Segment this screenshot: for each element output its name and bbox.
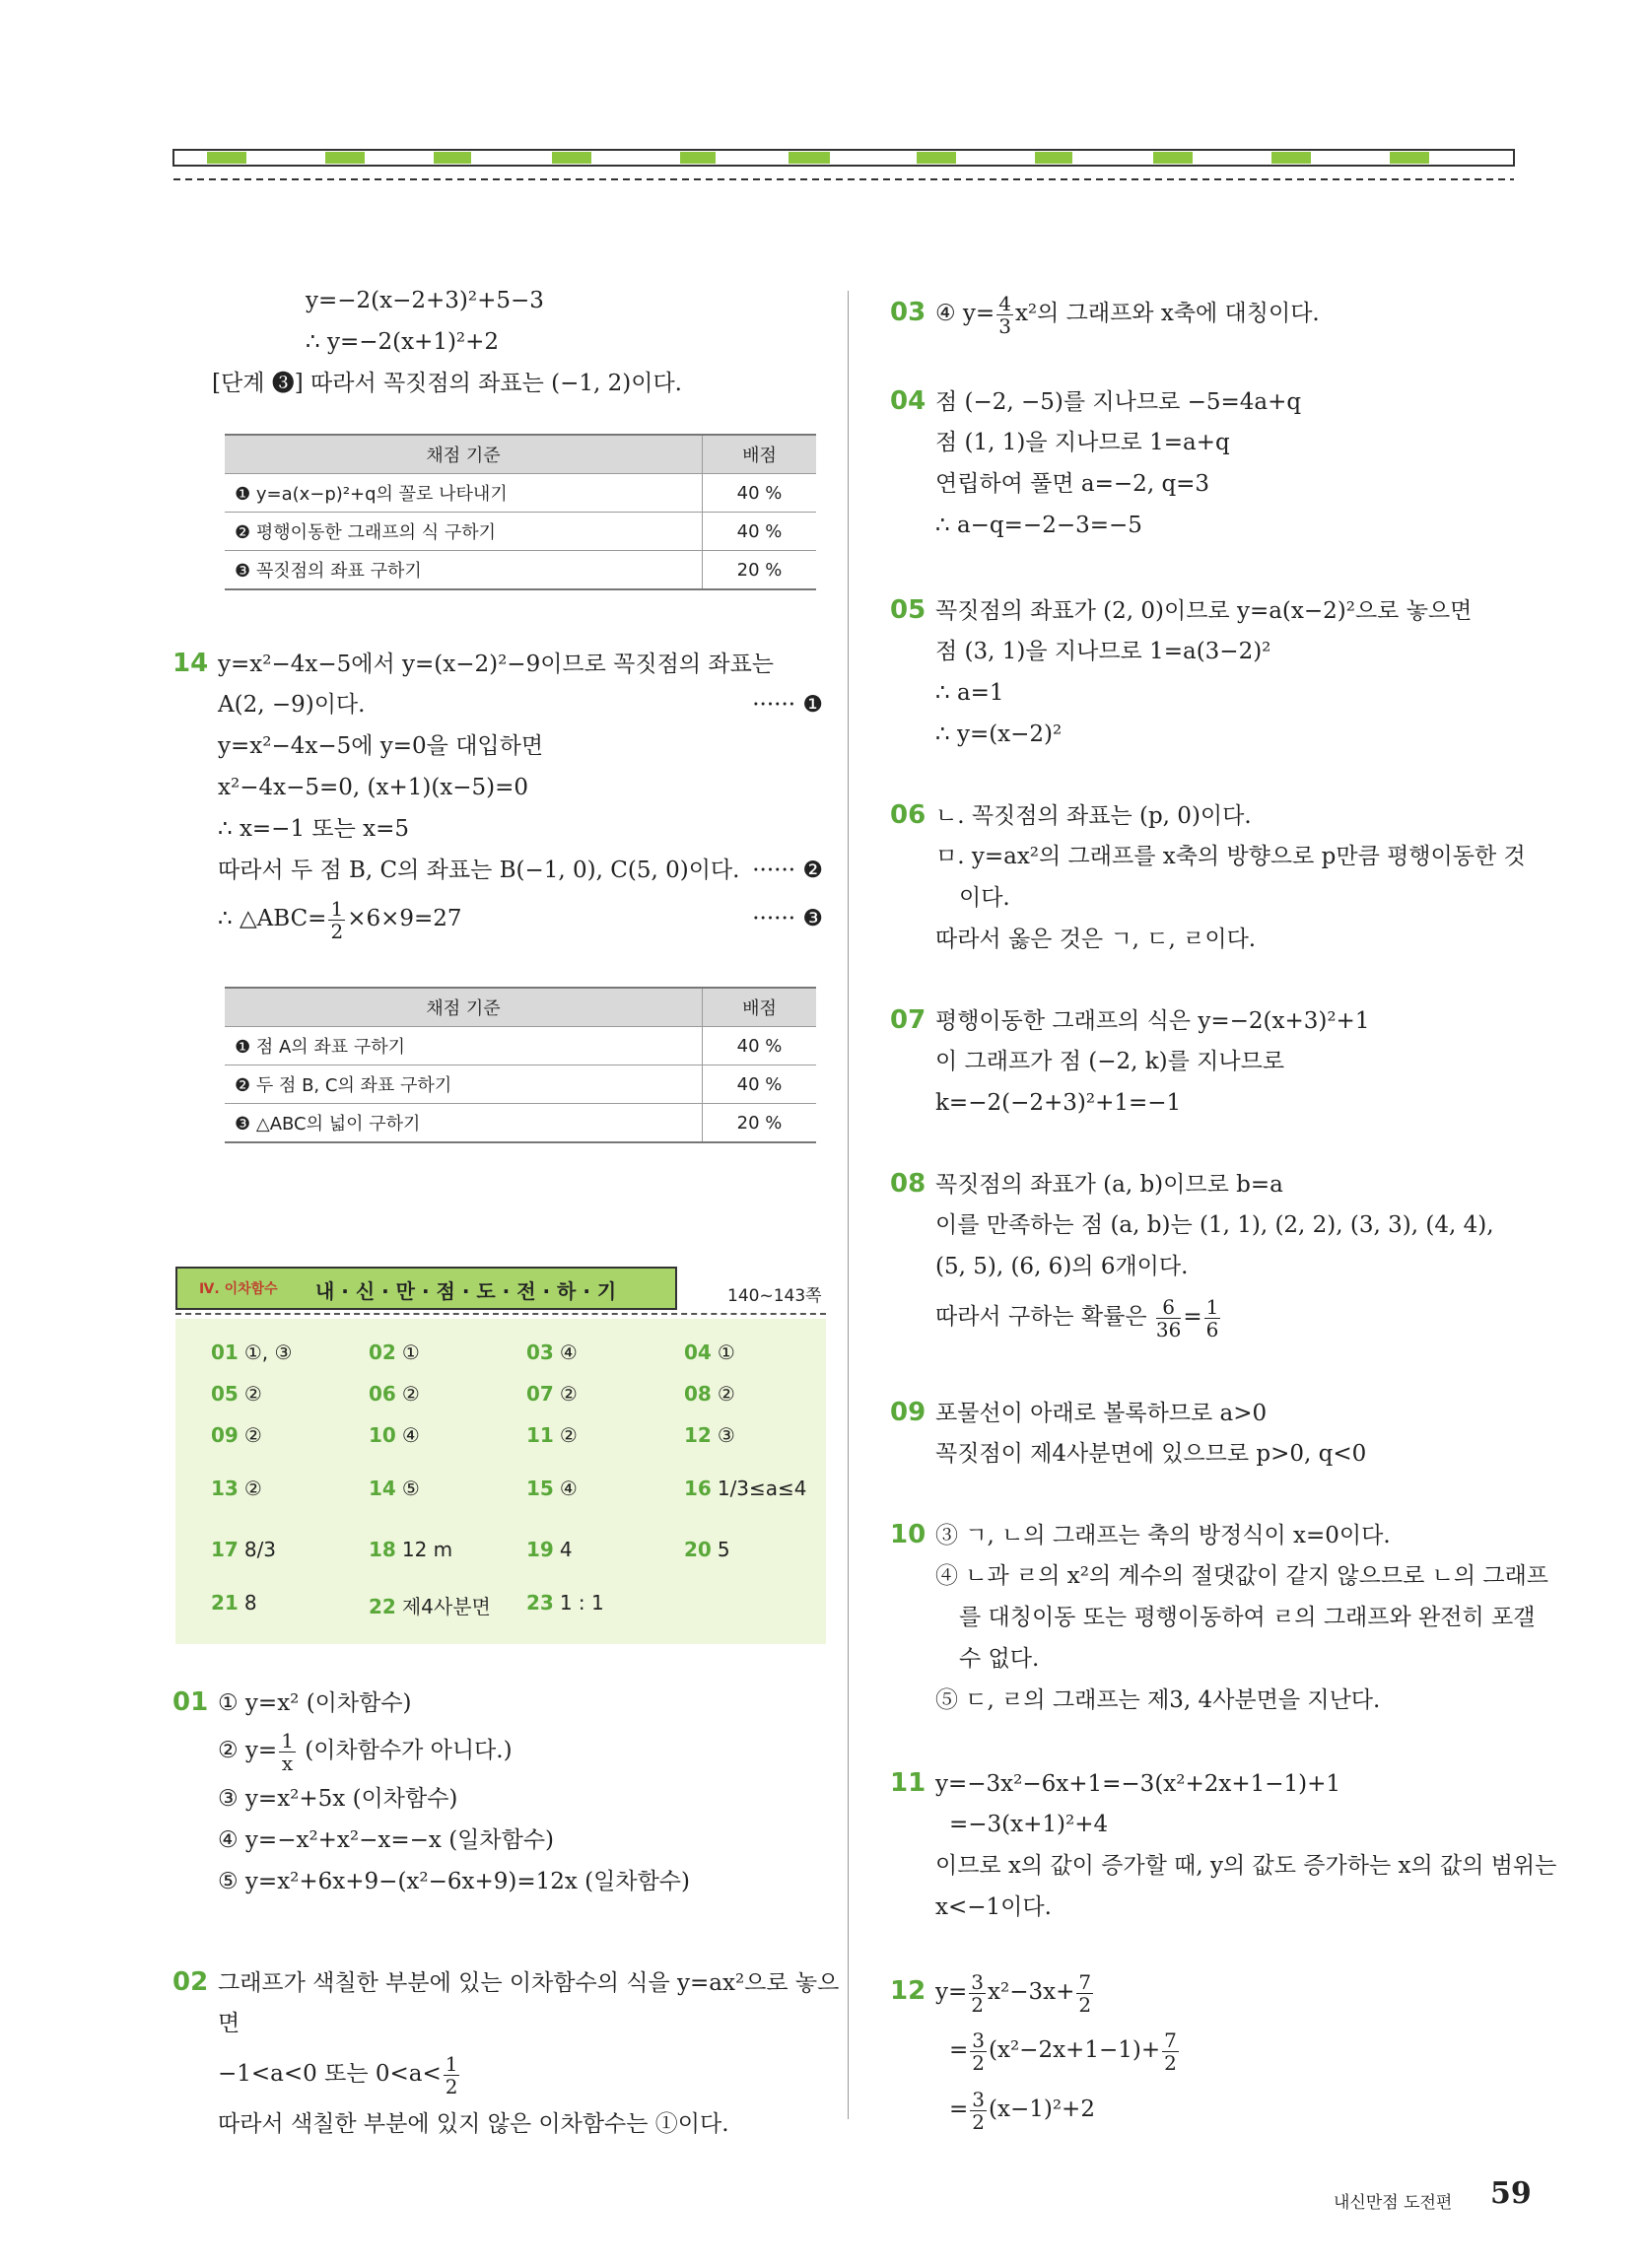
- fraction: $\frac{3}{2}$: [972, 2027, 986, 2075]
- fraction: $\frac{3}{2}$: [972, 2087, 986, 2134]
- solution-04: 04 점 (−2, −5)를 지나므로 −5=4a+q 점 (1, 1)을 지나므로 1=a+q 연립하여 풀면 a=−2, q=3 ∴ a−q=−2−3=−5: [890, 380, 1541, 546]
- problem-number: 01: [172, 1687, 209, 1717]
- banner-underline: [175, 1313, 826, 1315]
- solution-14: 14 y=x²−4x−5에서 y=(x−2)²−9이므로 꼭짓점의 좌표는 A(2, −9)이다. ······ ❶ y=x²−4x−5에 y=0을 대입하면 x²−4x−5=0, (x+1)(x−5)=0 ∴ x=−1 또는 x=5 따라서 두 점 B, C의 좌표는 B(−1, 0), C(5, 0)이다. ······ ❷ ∴ △ABC= $\frac{1}{2}$ ×6×9=27 ······ ❸: [172, 643, 823, 946]
- footer-book-title: 내신만점 도전편: [1334, 2193, 1453, 2213]
- answer-item: 17 8/3: [211, 1538, 277, 1561]
- solution-09: 09 포물선이 아래로 볼록하므로 a>0 꼭짓점이 제4사분면에 있으므로 p>0, q<0: [890, 1392, 1541, 1475]
- problem-number: 14: [172, 649, 209, 678]
- header-decoration: [168, 146, 1528, 183]
- continued-line-2: ∴ y=−2(x+1)²+2: [306, 329, 500, 355]
- solution-12: 12 y= $\frac{3}{2}$ x²−3x+ $\frac{7}{2}$ = $\frac{3}{2}$ (x²−2x+1−1)+ $\frac{7}{2}$ = $\frac{3}{2}$ (x−1)²+2: [890, 1961, 1541, 2139]
- fraction: $\frac{4}{3}$: [998, 291, 1011, 338]
- left-column: [172, 280, 813, 404]
- banner-title: 내 · 신 · 만 · 점 · 도 · 전 · 하 · 기: [315, 1279, 617, 1303]
- page-number: 59: [1490, 2176, 1532, 2211]
- fraction: $\frac{1}{6}$: [1205, 1294, 1219, 1341]
- table-header-points: 배점: [703, 435, 817, 474]
- answer-item: 23 1 : 1: [526, 1591, 604, 1615]
- answer-item: 09 ②: [211, 1423, 262, 1447]
- answer-item: 13 ②: [211, 1477, 262, 1500]
- solution-05: 05 꼭짓점의 좌표가 (2, 0)이므로 y=a(x−2)²으로 놓으면 점 (3, 1)을 지나므로 1=a(3−2)² ∴ a=1 ∴ y=(x−2)²: [890, 589, 1541, 755]
- solution-01: 01 ① y=x² (이차함수) ② y= $\frac{1}{x}$ (이차함수가 아니다.) ③ y=x²+5x (이차함수) ④ y=−x²+x²−x=−x (일차함수) ⑤ y=x²+6x+9−(x²−6x+9)=12x (일차함수): [172, 1682, 823, 1902]
- answer-item: 10 ④: [369, 1423, 420, 1447]
- table-header-criteria: 채점 기준: [225, 435, 703, 474]
- fraction: $\frac{1}{2}$: [330, 896, 344, 943]
- solution-02: 02 그래프가 색칠한 부분에 있는 이차함수의 식을 y=ax²으로 놓으 면 −1<a<0 또는 0<a< $\frac{1}{2}$ 따라서 색칠한 부분에 있지 않은 이차함수는 ①이다.: [172, 1961, 823, 2145]
- answer-item: 20 5: [684, 1538, 730, 1561]
- problem-number: 11: [890, 1768, 926, 1798]
- unit-label: Ⅳ. 이차함수: [199, 1281, 278, 1297]
- table-row: ❸ △ABC의 넓이 구하기 20 %: [225, 1104, 816, 1143]
- problem-number: 09: [890, 1398, 926, 1427]
- scoring-table-14: [225, 987, 816, 1143]
- fraction: $\frac{3}{2}$: [971, 1969, 984, 2017]
- continued-line-1: y=−2(x−2+3)²+5−3: [306, 288, 544, 313]
- answer-item: 11 ②: [526, 1423, 578, 1447]
- problem-number: 08: [890, 1169, 926, 1199]
- table-row: ❷ 평행이동한 그래프의 식 구하기 40 %: [225, 513, 816, 551]
- problem-number: 04: [890, 386, 926, 416]
- answer-item: 22 제4사분면: [369, 1595, 491, 1618]
- fraction: $\frac{1}{2}$: [445, 2051, 458, 2098]
- answer-item: 15 ④: [526, 1477, 578, 1500]
- solution-10: 10 ③ ㄱ, ㄴ의 그래프는 축의 방정식이 x=0이다. ④ ㄴ과 ㄹ의 x²의 계수의 절댓값이 같지 않으므로 ㄴ의 그래프 를 대칭이동 또는 평행이동하여 ㄹ의 그래프와 완전히 포갤 수 없다. ⑤ ㄷ, ㄹ의 그래프는 제3, 4사분면을 지난다.: [890, 1514, 1541, 1721]
- answer-item: 03 ④: [526, 1340, 578, 1364]
- section-banner: [175, 1267, 677, 1310]
- table-row: ❶ 점 A의 좌표 구하기 40 %: [225, 1027, 816, 1065]
- column-divider: [848, 291, 849, 2119]
- page-range: 140~143쪽: [727, 1286, 822, 1306]
- problem-number: 07: [890, 1005, 926, 1035]
- solution-11: 11 y=−3x²−6x+1=−3(x²+2x+1−1)+1 =−3(x+1)²+4 이므로 x의 값이 증가할 때, y의 값도 증가하는 x의 값의 범위는 x<−1이다.: [890, 1762, 1541, 1928]
- fraction: $\frac{1}{x}$: [281, 1728, 294, 1775]
- problem-number: 03: [890, 298, 926, 327]
- answer-item: 04 ①: [684, 1340, 735, 1364]
- step-marker: ······ ❸: [752, 906, 823, 931]
- fraction: $\frac{7}{2}$: [1078, 1969, 1092, 2017]
- table-header-points: 배점: [703, 988, 817, 1027]
- answer-item: 14 ⑤: [369, 1477, 420, 1500]
- answer-item: 02 ①: [369, 1340, 420, 1364]
- table-row: ❷ 두 점 B, C의 좌표 구하기 40 %: [225, 1065, 816, 1104]
- solution-03: 03 ④ y= $\frac{4}{3}$ x²의 그래프와 x축에 대칭이다.: [890, 288, 1541, 337]
- answer-item: 01 ①, ③: [211, 1340, 293, 1364]
- problem-number: 02: [172, 1967, 209, 1997]
- step-marker: ······ ❷: [752, 858, 823, 883]
- answer-item: 05 ②: [211, 1382, 262, 1406]
- scoring-table-13: [225, 434, 816, 590]
- table-header-criteria: 채점 기준: [225, 988, 703, 1027]
- solution-06: 06 ㄴ. 꼭짓점의 좌표는 (p, 0)이다. ㅁ. y=ax²의 그래프를 x축의 방향으로 p만큼 평행이동한 것 이다. 따라서 옳은 것은 ㄱ, ㄷ, ㄹ이다.: [890, 794, 1541, 960]
- table-row: ❸ 꼭짓점의 좌표 구하기 20 %: [225, 551, 816, 590]
- solution-08: 08 꼭짓점의 좌표가 (a, b)이므로 b=a 이를 만족하는 점 (a, b)는 (1, 1), (2, 2), (3, 3), (4, 4), (5, 5), (6, 6)의 6개이다. 따라서 구하는 확률은 $\frac{6}{36}$ = $\frac{1}{6}$: [890, 1163, 1541, 1346]
- answer-item: 18 12 m: [369, 1538, 453, 1561]
- problem-number: 05: [890, 595, 926, 625]
- step3-line: [단계 ❸] 따라서 꼭짓점의 좌표는 (−1, 2)이다.: [212, 371, 682, 396]
- answer-item: 08 ②: [684, 1382, 735, 1406]
- answer-item: 19 4: [526, 1538, 573, 1561]
- solution-07: 07 평행이동한 그래프의 식은 y=−2(x+3)²+1 이 그래프가 점 (−2, k)를 지나므로 k=−2(−2+3)²+1=−1: [890, 999, 1541, 1124]
- problem-number: 10: [890, 1520, 926, 1549]
- fraction: $\frac{6}{36}$: [1155, 1294, 1182, 1341]
- problem-number: 06: [890, 800, 926, 830]
- step-marker: ······ ❶: [752, 692, 823, 718]
- answer-item: 12 ③: [684, 1423, 735, 1447]
- answer-item: 16 1/3≤a≤4: [684, 1477, 807, 1500]
- answer-key: [175, 1319, 826, 1644]
- answer-item: 21 8: [211, 1591, 257, 1615]
- answer-item: 07 ②: [526, 1382, 578, 1406]
- fraction: $\frac{7}{2}$: [1164, 2027, 1177, 2075]
- problem-number: 12: [890, 1976, 926, 2006]
- table-row: ❶ y=a(x−p)²+q의 꼴로 나타내기 40 %: [225, 474, 816, 513]
- answer-item: 06 ②: [369, 1382, 420, 1406]
